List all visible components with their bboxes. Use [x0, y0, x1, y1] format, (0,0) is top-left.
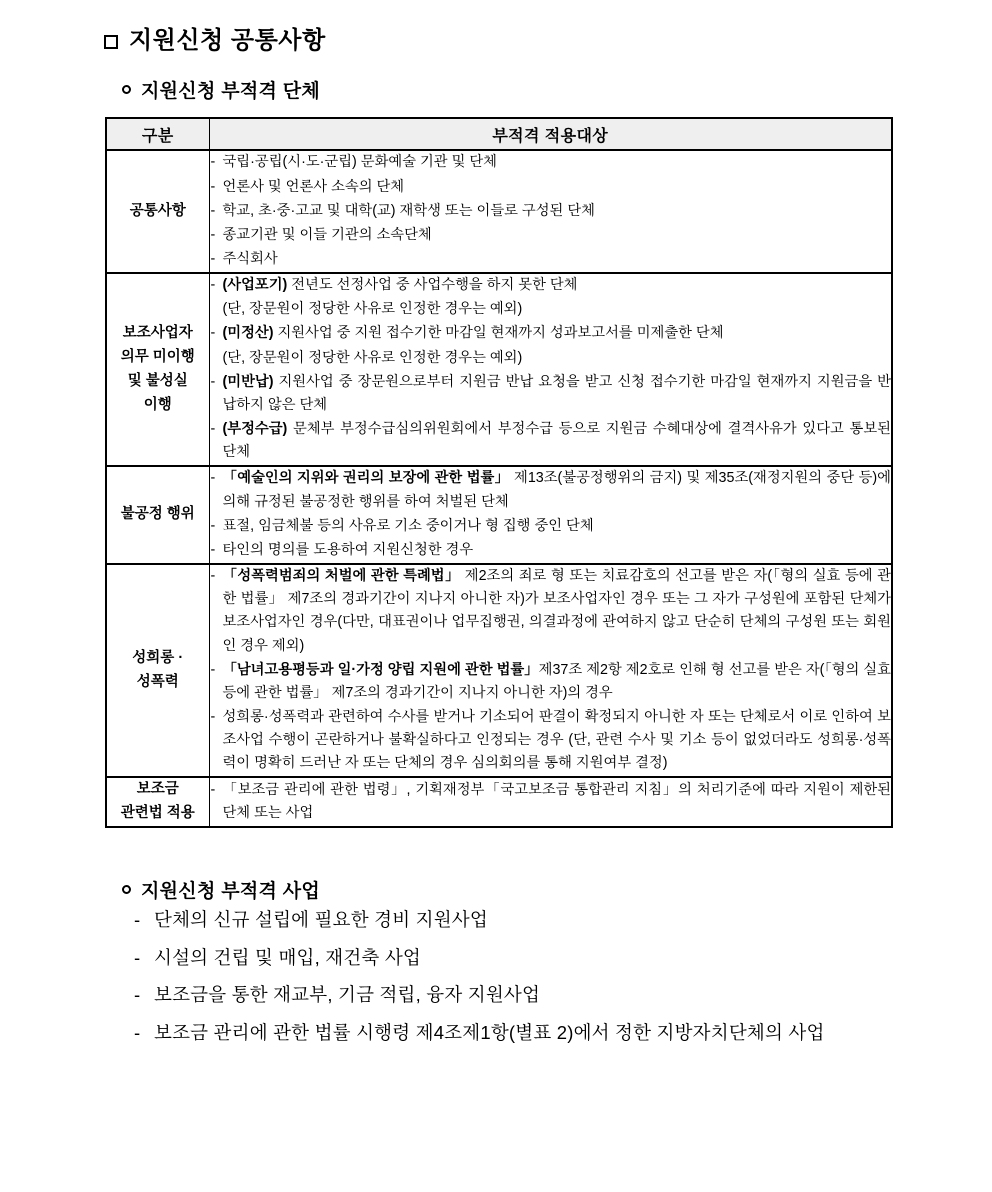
criteria-item — [210, 176, 892, 199]
criteria-list — [210, 274, 892, 464]
criteria-item — [210, 779, 892, 825]
row-content — [209, 273, 892, 466]
table-row — [106, 777, 892, 827]
ineligible-organizations-table — [105, 117, 893, 828]
criteria-item — [210, 539, 892, 562]
criteria-item-emphasis: 「예술인의 지위와 권리의 보장에 관한 법률」 — [222, 470, 510, 487]
criteria-list — [210, 151, 892, 271]
row-category-label-line: 성희롱 · — [132, 649, 184, 666]
row-category-label-line: 불공정 행위 — [120, 506, 195, 523]
criteria-item-emphasis: (미반납) — [222, 373, 274, 390]
criteria-item-emphasis: 「남녀고용평등과 일·가정 양립 지원에 관한 법률」 — [222, 661, 539, 678]
criteria-item-text: 주식회사 — [222, 251, 278, 268]
criteria-item-text: 국립·공립(시·도·군립) 문화예술 기관 및 단체 — [222, 154, 497, 171]
row-content — [209, 777, 892, 827]
ineligible-organizations-table-wrapper — [105, 117, 891, 828]
ineligible-project-item: - 보조금 관리에 관한 법률 시행령 제4조제1항(별표 2)에서 정한 지방자치단체의 사업 — [132, 1024, 992, 1043]
criteria-item-text: 전년도 선정사업 중 사업수행을 하지 못한 단체 — [287, 277, 578, 294]
criteria-item — [210, 274, 892, 297]
criteria-list — [210, 467, 892, 562]
criteria-item-text: 타인의 명의를 도용하여 지원신청한 경우 — [222, 541, 474, 558]
criteria-list — [210, 565, 892, 775]
criteria-item — [210, 371, 892, 417]
criteria-item-text: 학교, 초·중·고교 및 대학(교) 재학생 또는 이들로 구성된 단체 — [222, 202, 595, 219]
criteria-item — [210, 418, 892, 464]
row-category-label-line: 공통사항 — [129, 202, 186, 219]
criteria-item-text: 표절, 임금체불 등의 사유로 기소 중이거나 형 집행 중인 단체 — [222, 517, 594, 534]
table-row — [106, 150, 892, 273]
ineligible-project-item: - 단체의 신규 설립에 필요한 경비 지원사업 — [132, 911, 992, 930]
criteria-list — [210, 779, 892, 825]
criteria-item — [210, 151, 892, 174]
criteria-item — [210, 200, 892, 223]
criteria-item-text: 언론사 및 언론사 소속의 단체 — [222, 178, 405, 195]
criteria-item-text: 제13조(불공정행위의 금지) 및 제35조(재정지원의 중단 등)에 의해 규정된 불공정한 행위를 하여 처벌된 단체 — [222, 470, 891, 510]
table-row — [106, 564, 892, 777]
criteria-item — [210, 467, 892, 513]
row-content — [209, 466, 892, 564]
criteria-item-text: 지원사업 중 지원 접수기한 마감일 현재까지 성과보고서를 미제출한 단체 — [273, 325, 724, 342]
subsection-title-organizations: 지원신청 부적격 단체 — [141, 81, 321, 103]
criteria-item — [210, 322, 892, 345]
table-row — [106, 273, 892, 466]
column-header-target: 부적격 적용대상 — [209, 118, 892, 150]
row-category-label — [106, 150, 209, 273]
circle-bullet-icon — [122, 885, 131, 894]
row-content — [209, 150, 892, 273]
subsection-heading-organizations — [122, 76, 992, 103]
criteria-item — [210, 659, 892, 705]
criteria-item — [210, 298, 892, 321]
row-category-label — [106, 564, 209, 777]
row-content — [209, 564, 892, 777]
row-category-label-line: 성폭력 — [136, 673, 179, 690]
subsection-title-projects: 지원신청 부적격 사업 — [141, 881, 321, 903]
subsection-heading-projects — [122, 876, 992, 903]
row-category-label-line: 보조사업자 — [122, 324, 193, 341]
criteria-item-text: (단, 장문원이 정당한 사유로 인정한 경우는 예외) — [222, 301, 523, 318]
column-header-category: 구분 — [106, 118, 209, 150]
criteria-item-text: 문체부 부정수급심의위원회에서 부정수급 등으로 지원금 수혜대상에 결격사유가 있다고 통보된 단체 — [222, 421, 891, 461]
row-category-label-line: 의무 미이행 — [120, 348, 195, 365]
criteria-item — [210, 248, 892, 271]
row-category-label — [106, 466, 209, 564]
row-category-label-line: 관련법 적용 — [120, 805, 195, 822]
criteria-item-text: 제37조 제2항 제2호로 인해 형 선고를 받은 자(「형의 실효 등에 관한 법률」 제7조의 경과기간이 지나지 아니한 자)의 경우 — [222, 661, 891, 701]
row-category-label — [106, 777, 209, 827]
table-row — [106, 466, 892, 564]
criteria-item-text: 제2조의 죄로 형 또는 치료감호의 선고를 받은 자(「형의 실효 등에 관한 법률」 제7조의 경과기간이 지나지 아니한 자)가 보조사업자인 경우 또는 그 자가 구성원에 포함된 단체가 보조사업자인 경우(다만, 대표권이나 업무집행권, 의결과정에 관여하지 않고 단순히 단체의 구성원 또는 회원인 경우 제외) — [222, 568, 891, 654]
section-heading — [104, 28, 992, 54]
row-category-label-line: 이행 — [143, 396, 172, 413]
criteria-item-emphasis: 「성폭력범죄의 처벌에 관한 특례법」 — [222, 568, 461, 585]
criteria-item-text: 「보조금 관리에 관한 법령」, 기획재정부「국고보조금 통합관리 지침」의 처리기준에 따라 지원이 제한된 단체 또는 사업 — [222, 781, 891, 821]
circle-bullet-icon — [122, 85, 131, 94]
section-title: 지원신청 공통사항 — [129, 27, 326, 54]
row-category-label — [106, 273, 209, 466]
criteria-item-emphasis: (부정수급) — [222, 421, 288, 438]
criteria-item-text: 지원사업 중 장문원으로부터 지원금 반납 요청을 받고 신청 접수기한 마감일 현재까지 지원금을 반납하지 않은 단체 — [222, 373, 891, 413]
criteria-item — [210, 347, 892, 370]
criteria-item — [210, 565, 892, 658]
row-category-label-line: 및 불성실 — [127, 372, 188, 389]
ineligible-project-item: - 시설의 건립 및 매입, 재건축 사업 — [132, 949, 992, 968]
table-body — [106, 150, 892, 827]
table-head — [106, 118, 892, 150]
criteria-item — [210, 515, 892, 538]
row-category-label-line: 보조금 — [136, 781, 179, 798]
square-bullet-icon — [104, 35, 118, 49]
criteria-item — [210, 706, 892, 775]
criteria-item — [210, 224, 892, 247]
ineligible-projects-list — [132, 911, 992, 1042]
criteria-item-text: 성희롱·성폭력과 관련하여 수사를 받거나 기소되어 판결이 확정되지 아니한 자 또는 단체로서 이로 인하여 보조사업 수행이 곤란하거나 불확실하다고 인정되는 경우 (단, 관련 수사 및 기소 등이 없었더라도 성희롱·성폭력이 명확히 드러난 자 또는 단체의 경우 심의회의를 통해 지원여부 결정) — [222, 708, 891, 772]
criteria-item-text: 종교기관 및 이들 기관의 소속단체 — [222, 226, 432, 243]
ineligible-project-item: - 보조금을 통한 재교부, 기금 적립, 융자 지원사업 — [132, 986, 992, 1005]
criteria-item-text: (단, 장문원이 정당한 사유로 인정한 경우는 예외) — [222, 349, 523, 366]
criteria-item-emphasis: (미정산) — [222, 325, 274, 342]
criteria-item-emphasis: (사업포기) — [222, 277, 288, 294]
table-header-row — [106, 118, 892, 150]
